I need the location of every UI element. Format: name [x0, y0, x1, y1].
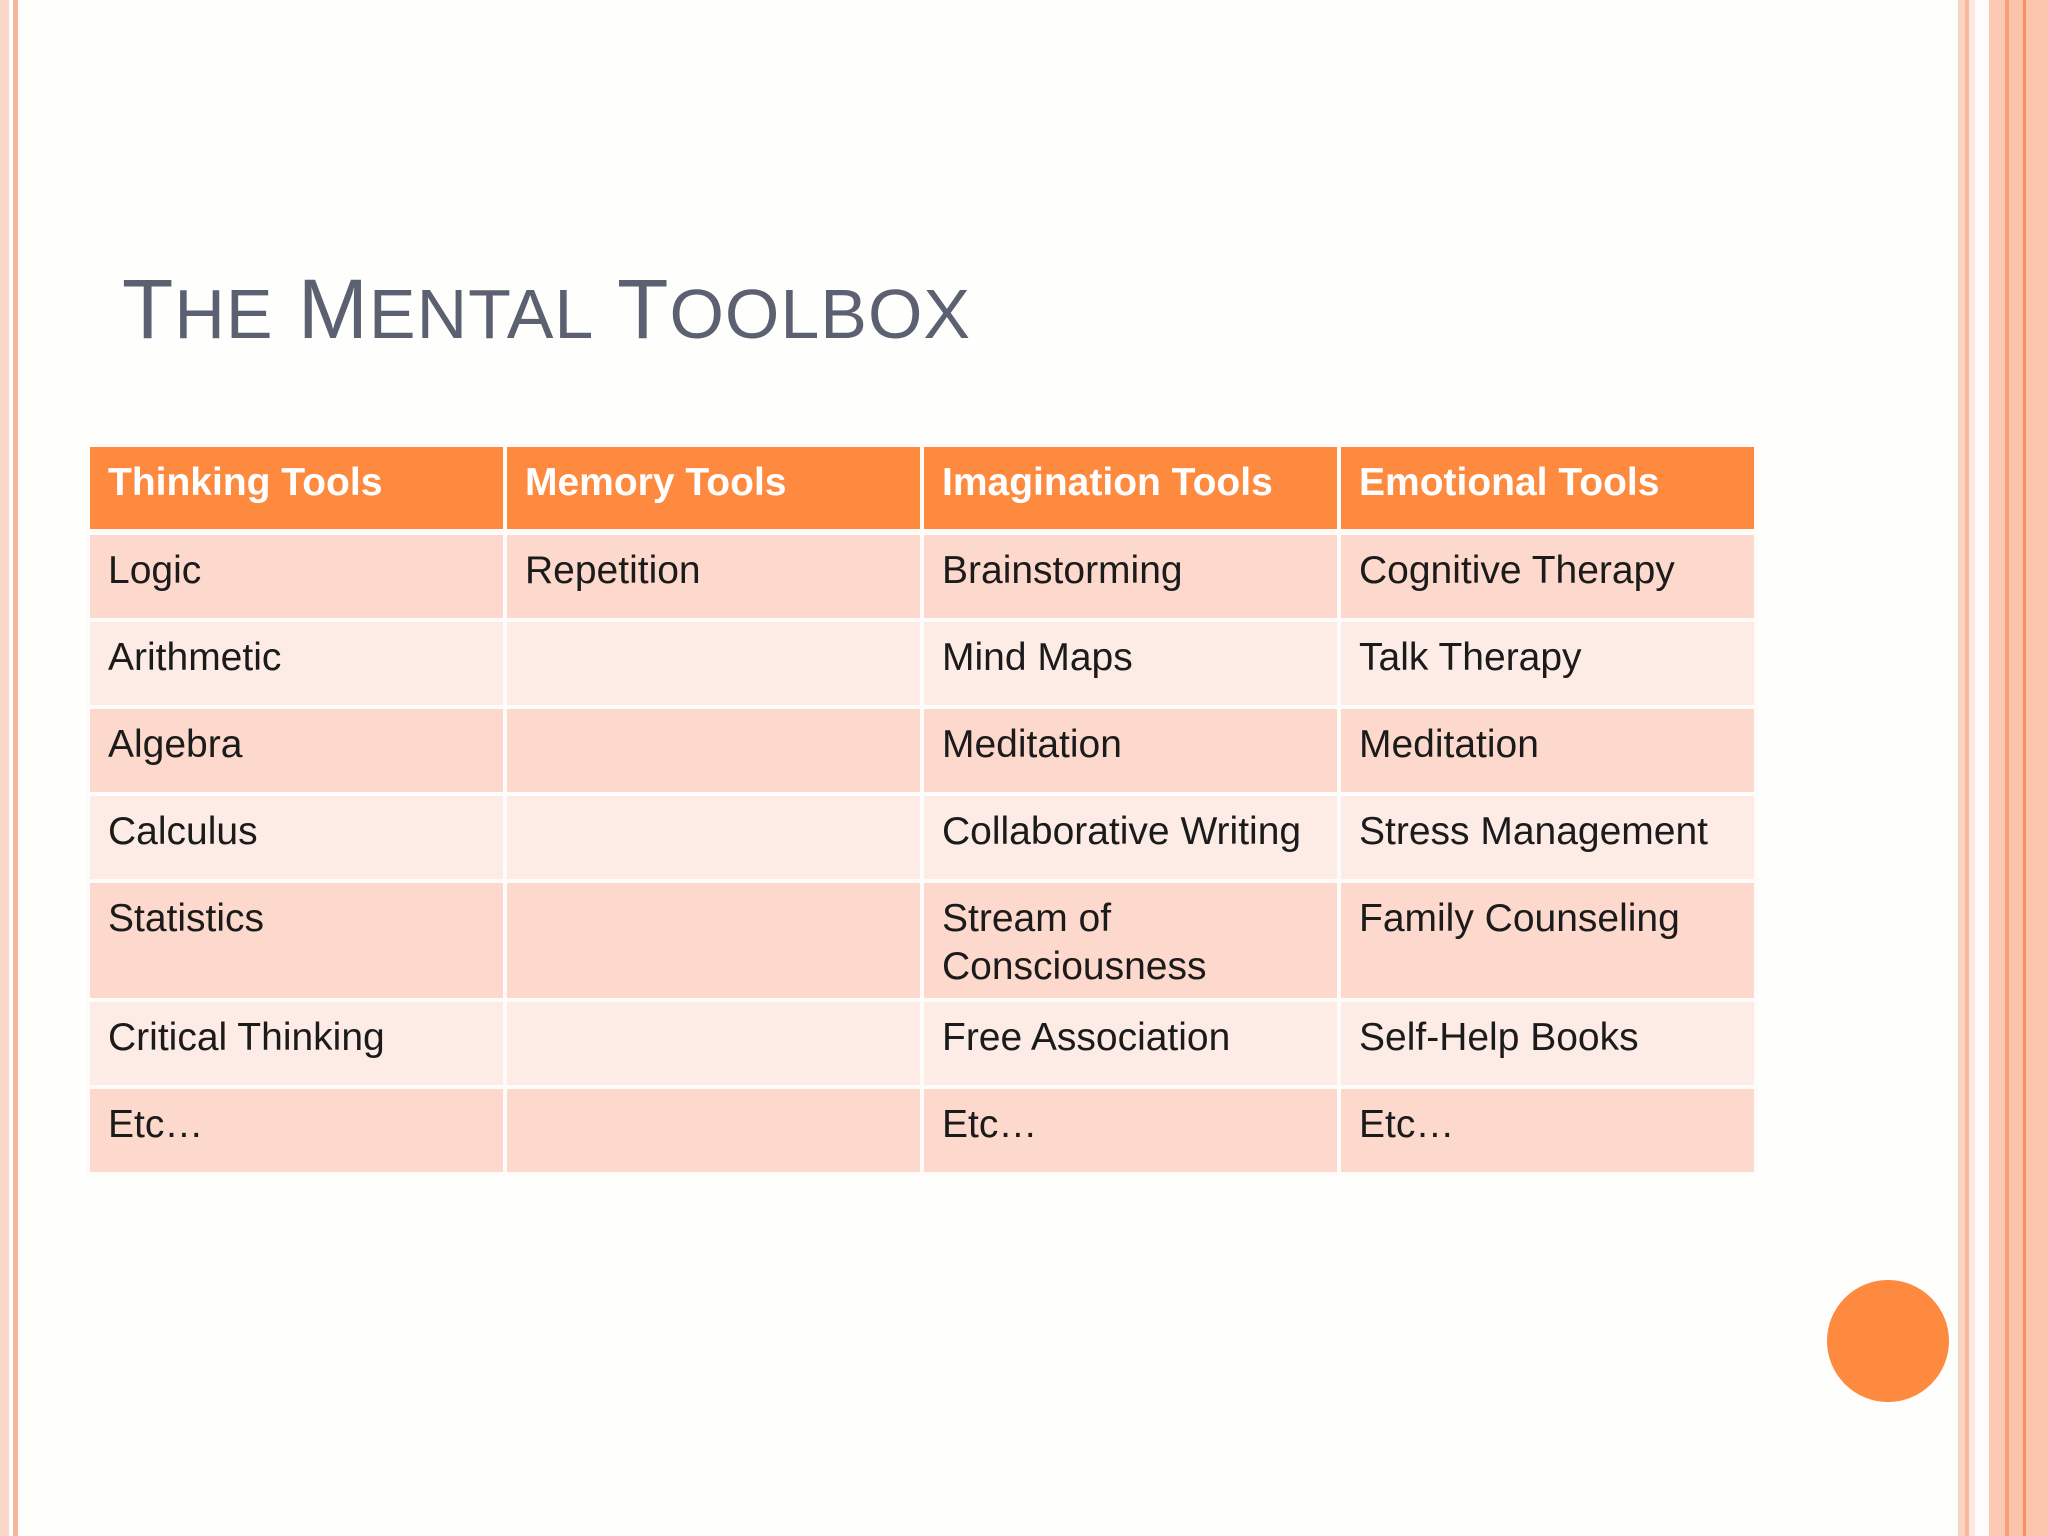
- title-word-1: THE: [122, 262, 274, 357]
- table-cell: Stress Management: [1339, 794, 1756, 881]
- table-cell: Etc…: [922, 1087, 1339, 1174]
- table-cell: Talk Therapy: [1339, 620, 1756, 707]
- table-cell: Repetition: [505, 532, 922, 620]
- header-thinking-tools: Thinking Tools: [88, 445, 505, 532]
- slide-title: [122, 261, 971, 358]
- table-cell: Mind Maps: [922, 620, 1339, 707]
- table-cell: [505, 620, 922, 707]
- table-cell: Collaborative Writing: [922, 794, 1339, 881]
- table-cell: Algebra: [88, 707, 505, 794]
- table-cell: Brainstorming: [922, 532, 1339, 620]
- table-cell: Stream of Consciousness: [922, 881, 1339, 1000]
- table-cell: [505, 881, 922, 1000]
- table-cell: Critical Thinking: [88, 1000, 505, 1087]
- left-border-stripe-inner: [13, 0, 18, 1536]
- mental-toolbox-table: [86, 443, 1758, 1176]
- table-row: [88, 532, 1756, 620]
- table-cell: Cognitive Therapy: [1339, 532, 1756, 620]
- table-cell: Meditation: [1339, 707, 1756, 794]
- table-cell: [505, 794, 922, 881]
- right-border-stripes: [1958, 0, 2048, 1536]
- table-cell: Etc…: [88, 1087, 505, 1174]
- table-cell: [505, 1000, 922, 1087]
- header-emotional-tools: Emotional Tools: [1339, 445, 1756, 532]
- table-cell: Arithmetic: [88, 620, 505, 707]
- table-cell: Statistics: [88, 881, 505, 1000]
- table-cell: Free Association: [922, 1000, 1339, 1087]
- title-word-2: MENTAL: [297, 262, 595, 357]
- table-cell: Etc…: [1339, 1087, 1756, 1174]
- header-memory-tools: Memory Tools: [505, 445, 922, 532]
- table-header-row: [88, 445, 1756, 532]
- orange-circle-decoration: [1827, 1280, 1949, 1402]
- table-cell: [505, 707, 922, 794]
- table-row: [88, 794, 1756, 881]
- table-row: [88, 1000, 1756, 1087]
- table-cell: Family Counseling: [1339, 881, 1756, 1000]
- title-word-3: TOOLBOX: [617, 262, 972, 357]
- table-row: [88, 707, 1756, 794]
- table-cell: Meditation: [922, 707, 1339, 794]
- table-row: [88, 620, 1756, 707]
- table-row: [88, 1087, 1756, 1174]
- table-cell: Calculus: [88, 794, 505, 881]
- table-cell: Logic: [88, 532, 505, 620]
- table-cell: Self-Help Books: [1339, 1000, 1756, 1087]
- table-row: [88, 881, 1756, 1000]
- table-cell: [505, 1087, 922, 1174]
- header-imagination-tools: Imagination Tools: [922, 445, 1339, 532]
- left-border-stripe: [0, 0, 9, 1536]
